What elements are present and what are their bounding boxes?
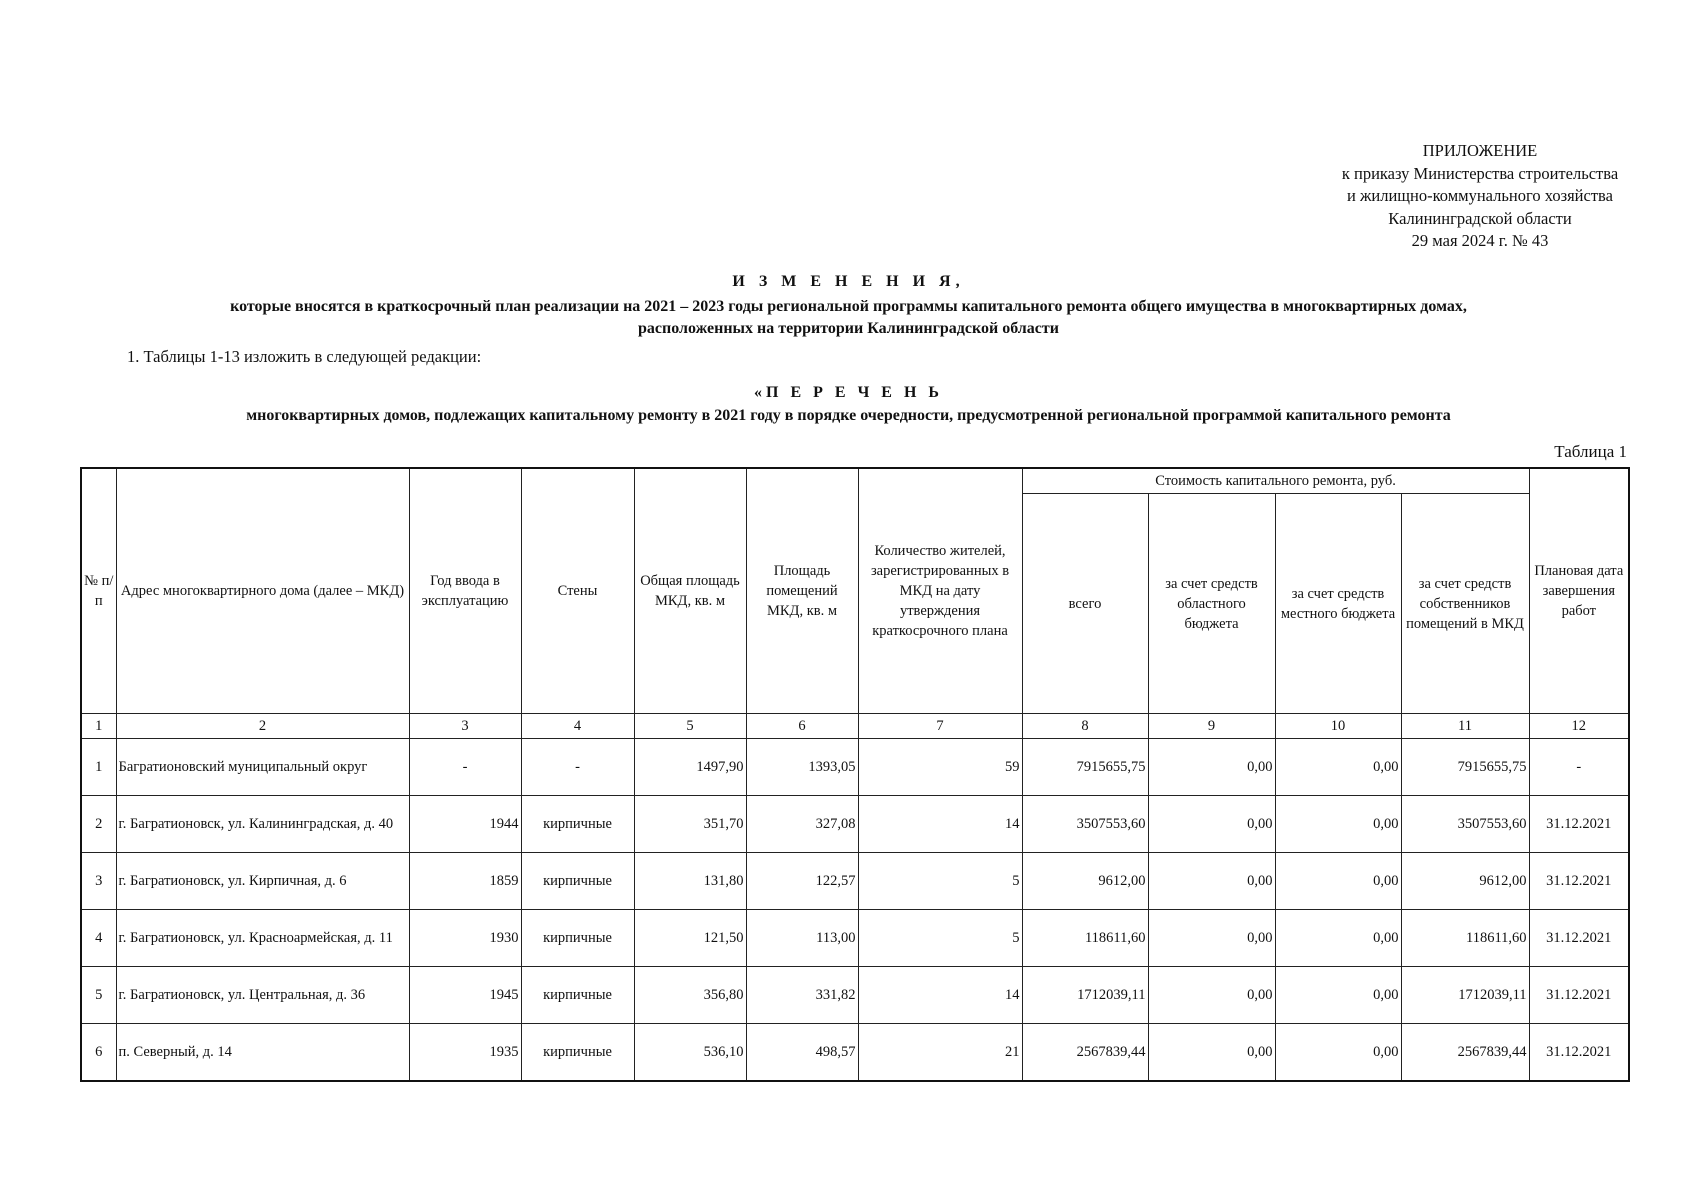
- cell-walls: кирпичные: [521, 1024, 634, 1082]
- instruction-paragraph: 1. Таблицы 1-13 изложить в следующей редакции:: [127, 347, 482, 366]
- cell-cost-local: 0,00: [1275, 1024, 1401, 1082]
- cell-num: 3: [81, 853, 116, 910]
- table-row: [81, 1024, 1629, 1082]
- cell-cost-local: 0,00: [1275, 796, 1401, 853]
- cell-total-area: 121,50: [634, 910, 746, 967]
- cell-year: 1944: [409, 796, 521, 853]
- cell-address: г. Багратионовск, ул. Красноармейская, д. 11: [116, 910, 409, 967]
- column-number: 9: [1148, 714, 1275, 739]
- cell-cost-regional: 0,00: [1148, 1024, 1275, 1082]
- cell-cost-local: 0,00: [1275, 910, 1401, 967]
- cell-premises-area: 122,57: [746, 853, 858, 910]
- header-walls: Стены: [521, 468, 634, 714]
- cell-cost-total: 3507553,60: [1022, 796, 1148, 853]
- cell-cost-total: 118611,60: [1022, 910, 1148, 967]
- column-numbers-row: [81, 714, 1629, 739]
- cell-num: 2: [81, 796, 116, 853]
- document-title: И З М Е Н Е Н И Я,: [732, 273, 965, 290]
- cell-year: 1859: [409, 853, 521, 910]
- cell-cost-regional: 0,00: [1148, 910, 1275, 967]
- cell-walls: кирпичные: [521, 853, 634, 910]
- cell-premises-area: 113,00: [746, 910, 858, 967]
- cell-completion: 31.12.2021: [1529, 967, 1629, 1024]
- cell-cost-owners: 9612,00: [1401, 853, 1529, 910]
- header-cost-owners: за счет средств собственников помещений в МКД: [1401, 494, 1529, 714]
- cell-completion: 31.12.2021: [1529, 796, 1629, 853]
- header-total-area: Общая площадь МКД, кв. м: [634, 468, 746, 714]
- cell-residents: 5: [858, 910, 1022, 967]
- cell-cost-total: 7915655,75: [1022, 739, 1148, 796]
- cell-num: 4: [81, 910, 116, 967]
- cell-cost-regional: 0,00: [1148, 853, 1275, 910]
- column-number: 11: [1401, 714, 1529, 739]
- column-number: 5: [634, 714, 746, 739]
- list-title: «П Е Р Е Ч Е Н Ь: [754, 384, 943, 401]
- cell-cost-local: 0,00: [1275, 739, 1401, 796]
- table-row: [81, 796, 1629, 853]
- column-number: 4: [521, 714, 634, 739]
- header-address: Адрес многоквартирного дома (далее – МКД): [116, 468, 409, 714]
- cell-residents: 59: [858, 739, 1022, 796]
- column-number: 3: [409, 714, 521, 739]
- appendix-line: к приказу Министерства строительства: [1341, 163, 1619, 183]
- table-row: [81, 853, 1629, 910]
- buildings-table: [80, 467, 1630, 1082]
- header-cost-regional: за счет средств областного бюджета: [1148, 494, 1275, 714]
- cell-total-area: 536,10: [634, 1024, 746, 1082]
- cell-cost-owners: 7915655,75: [1401, 739, 1529, 796]
- table-row: [81, 910, 1629, 967]
- cell-cost-owners: 2567839,44: [1401, 1024, 1529, 1082]
- cell-residents: 14: [858, 967, 1022, 1024]
- column-number: 1: [81, 714, 116, 739]
- cell-premises-area: 327,08: [746, 796, 858, 853]
- appendix-line: и жилищно-коммунального хозяйства: [1347, 186, 1613, 205]
- cell-num: 5: [81, 967, 116, 1024]
- cell-year: 1935: [409, 1024, 521, 1082]
- cell-completion: 31.12.2021: [1529, 1024, 1629, 1082]
- cell-walls: кирпичные: [521, 910, 634, 967]
- cell-walls: -: [521, 739, 634, 796]
- header-cost-group: Стоимость капитального ремонта, руб.: [1022, 468, 1529, 494]
- cell-cost-regional: 0,00: [1148, 967, 1275, 1024]
- table-label: Таблица 1: [1554, 442, 1627, 461]
- document-subtitle-line: которые вносятся в краткосрочный план реализации на 2021 – 2023 годы региональной программы капитального ремонта общего имущества в многоквартирных домах,: [230, 298, 1467, 315]
- cell-cost-owners: 1712039,11: [1401, 967, 1529, 1024]
- header-premises-area: Площадь помещений МКД, кв. м: [746, 468, 858, 714]
- cell-year: 1930: [409, 910, 521, 967]
- cell-num: 1: [81, 739, 116, 796]
- document-subtitle-line: расположенных на территории Калининградской области: [638, 320, 1059, 337]
- list-subtitle: многоквартирных домов, подлежащих капитальному ремонту в 2021 году в порядке очередности, предусмотренной региональной программой капитального ремонта: [246, 407, 1451, 424]
- appendix-block: [1260, 140, 1697, 253]
- cell-cost-owners: 118611,60: [1401, 910, 1529, 967]
- document-subtitle: [0, 296, 1697, 340]
- cell-year: -: [409, 739, 521, 796]
- column-number: 10: [1275, 714, 1401, 739]
- cell-cost-local: 0,00: [1275, 967, 1401, 1024]
- cell-num: 6: [81, 1024, 116, 1082]
- cell-total-area: 1497,90: [634, 739, 746, 796]
- cell-address: Багратионовский муниципальный округ: [116, 739, 409, 796]
- cell-residents: 21: [858, 1024, 1022, 1082]
- appendix-line: Калининградской области: [1388, 208, 1572, 228]
- header-completion: Плановая дата завершения работ: [1529, 468, 1629, 714]
- column-number: 8: [1022, 714, 1148, 739]
- cell-cost-total: 2567839,44: [1022, 1024, 1148, 1082]
- cell-completion: 31.12.2021: [1529, 853, 1629, 910]
- column-number: 7: [858, 714, 1022, 739]
- cell-completion: 31.12.2021: [1529, 910, 1629, 967]
- cell-total-area: 131,80: [634, 853, 746, 910]
- column-number: 12: [1529, 714, 1629, 739]
- cell-cost-regional: 0,00: [1148, 739, 1275, 796]
- cell-total-area: 356,80: [634, 967, 746, 1024]
- header-num: № п/п: [81, 468, 116, 714]
- cell-completion: -: [1529, 739, 1629, 796]
- cell-cost-owners: 3507553,60: [1401, 796, 1529, 853]
- cell-year: 1945: [409, 967, 521, 1024]
- cell-address: г. Багратионовск, ул. Калининградская, д. 40: [116, 796, 409, 853]
- column-number: 6: [746, 714, 858, 739]
- cell-residents: 5: [858, 853, 1022, 910]
- cell-cost-local: 0,00: [1275, 853, 1401, 910]
- cell-residents: 14: [858, 796, 1022, 853]
- cell-total-area: 351,70: [634, 796, 746, 853]
- cell-cost-total: 1712039,11: [1022, 967, 1148, 1024]
- table-row-total: [81, 739, 1629, 796]
- appendix-date: 29 мая 2024 г. № 43: [1411, 231, 1549, 250]
- cell-cost-regional: 0,00: [1148, 796, 1275, 853]
- cell-premises-area: 331,82: [746, 967, 858, 1024]
- column-number: 2: [116, 714, 409, 739]
- cell-cost-total: 9612,00: [1022, 853, 1148, 910]
- header-year: Год ввода в эксплуатацию: [409, 468, 521, 714]
- header-cost-total: всего: [1022, 494, 1148, 714]
- cell-address: п. Северный, д. 14: [116, 1024, 409, 1082]
- header-residents: Количество жителей, зарегистрированных в МКД на дату утверждения краткосрочного плана: [858, 468, 1022, 714]
- cell-walls: кирпичные: [521, 796, 634, 853]
- cell-address: г. Багратионовск, ул. Центральная, д. 36: [116, 967, 409, 1024]
- table-row: [81, 967, 1629, 1024]
- cell-walls: кирпичные: [521, 967, 634, 1024]
- cell-address: г. Багратионовск, ул. Кирпичная, д. 6: [116, 853, 409, 910]
- header-cost-local: за счет средств местного бюджета: [1275, 494, 1401, 714]
- cell-premises-area: 1393,05: [746, 739, 858, 796]
- appendix-title: ПРИЛОЖЕНИЕ: [1422, 141, 1538, 160]
- cell-premises-area: 498,57: [746, 1024, 858, 1082]
